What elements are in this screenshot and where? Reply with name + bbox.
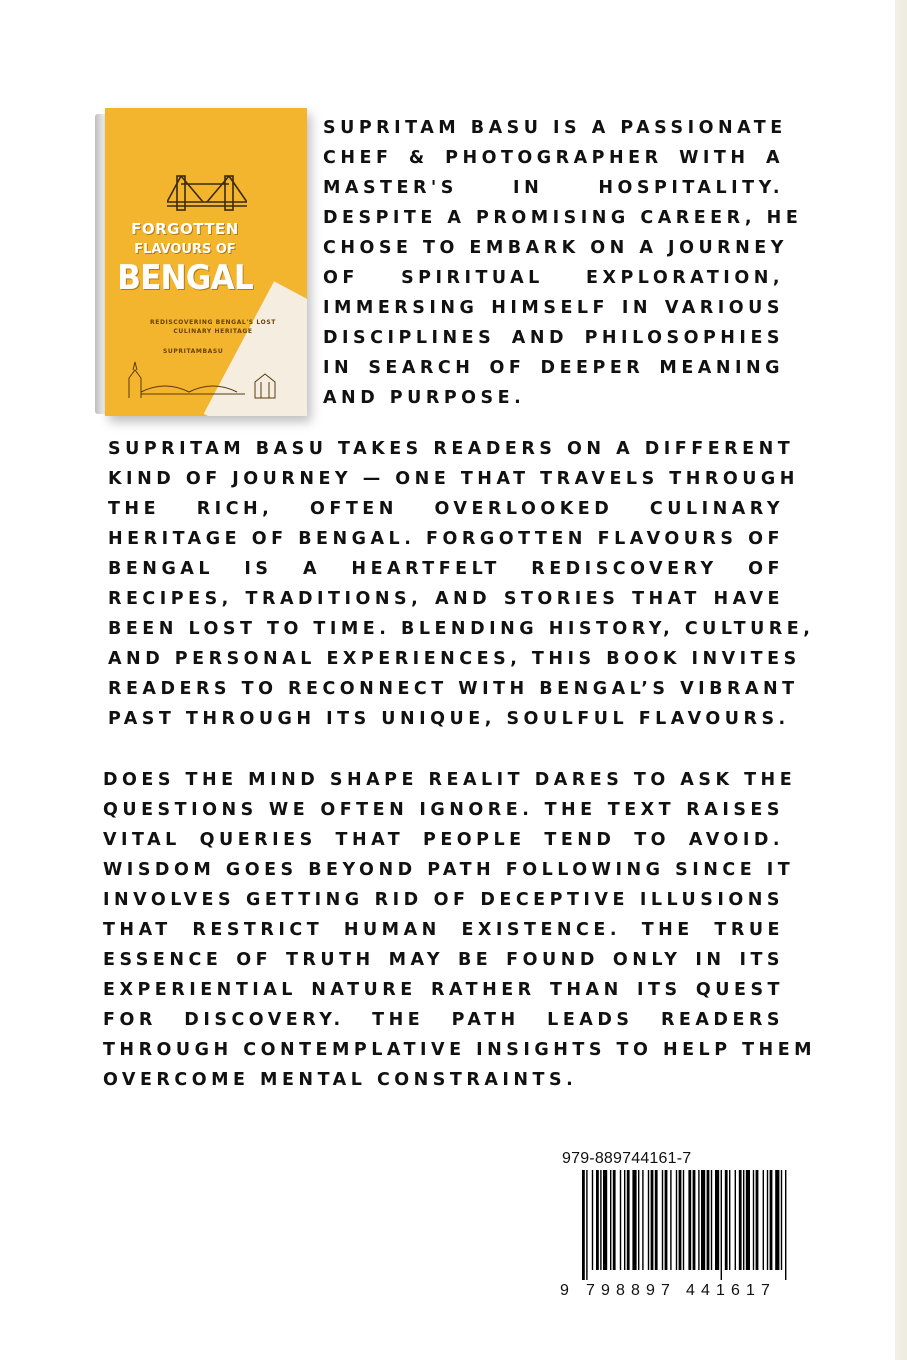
bio-line: AND PURPOSE. xyxy=(323,388,526,408)
bio-line: CHOSE TO EMBARK ON A JOURNEY xyxy=(323,238,788,258)
barcode-bar xyxy=(624,1170,625,1270)
barcode-bar xyxy=(775,1170,779,1270)
barcode-bar xyxy=(688,1170,691,1270)
isbn-digits-group2: 441617 xyxy=(686,1282,776,1299)
mind-line: VITAL QUERIES THAT PEOPLE TEND TO AVOID. xyxy=(103,830,784,850)
barcode-bar xyxy=(707,1170,710,1270)
barcode-bar xyxy=(698,1170,699,1270)
isbn-barcode xyxy=(560,1150,792,1302)
barcode-bar xyxy=(586,1170,587,1280)
barcode-bar xyxy=(600,1170,601,1270)
barcode-bar xyxy=(729,1170,730,1270)
barcode-bar xyxy=(739,1170,742,1270)
barcode-bar xyxy=(613,1170,616,1270)
barcode-bar xyxy=(648,1170,649,1270)
barcode-bar xyxy=(693,1170,696,1270)
cover-subtitle xyxy=(143,318,283,336)
cover-title-line2: FLAVOURS OF xyxy=(134,242,236,257)
bridge-illustration xyxy=(167,172,247,216)
book-desc-line: AND PERSONAL EXPERIENCES, THIS BOOK INVITES xyxy=(108,649,801,669)
barcode-bar xyxy=(715,1170,719,1270)
bio-line: DISCIPLINES AND PHILOSOPHIES xyxy=(323,328,784,348)
barcode-bar xyxy=(603,1170,607,1270)
book-desc-line: RECIPES, TRADITIONS, AND STORIES THAT HAVE xyxy=(108,589,784,609)
barcode-bar xyxy=(683,1170,684,1270)
cover-subtitle-line2: CULINARY HERITAGE xyxy=(173,328,253,335)
cover-title-line1: FORGOTTEN xyxy=(131,220,239,238)
mind-line: THROUGH CONTEMPLATIVE INSIGHTS TO HELP THEM xyxy=(103,1040,817,1060)
barcode-bar xyxy=(735,1170,736,1270)
bio-line: CHEF & PHOTOGRAPHER WITH A xyxy=(323,148,784,168)
book-desc-line: PAST THROUGH ITS UNIQUE, SOULFUL FLAVOURS. xyxy=(108,709,790,729)
mind-line: QUESTIONS WE OFTEN IGNORE. THE TEXT RAISES xyxy=(103,800,784,820)
mind-line: THAT RESTRICT HUMAN EXISTENCE. THE TRUE xyxy=(103,920,784,940)
bio-line: IN SEARCH OF DEEPER MEANING xyxy=(323,358,784,378)
barcode-bar xyxy=(679,1170,682,1270)
book-desc-line: READERS TO RECONNECT WITH BENGAL’S VIBRANT xyxy=(108,679,799,699)
barcode-bar xyxy=(596,1170,599,1270)
barcode-bar xyxy=(721,1170,722,1280)
mind-line: DOES THE MIND SHAPE REALIT DARES TO ASK THE xyxy=(103,770,797,790)
right-edge-strip xyxy=(895,0,907,1360)
barcode-bar xyxy=(785,1170,786,1280)
bio-line: OF SPIRITUAL EXPLORATION, xyxy=(323,268,784,288)
mind-shape-paragraph xyxy=(103,765,817,1095)
barcode-bar xyxy=(781,1170,782,1270)
book-front-cover xyxy=(105,108,307,416)
mind-line: FOR DISCOVERY. THE PATH LEADS READERS xyxy=(103,1010,784,1030)
city-skyline-illustration xyxy=(105,358,307,416)
barcode-bar xyxy=(620,1170,621,1270)
barcode-bar xyxy=(627,1170,630,1270)
barcode-bar xyxy=(701,1170,705,1270)
barcode-bar xyxy=(651,1170,654,1270)
bio-line: MASTER'S IN HOSPITALITY. xyxy=(323,178,784,198)
isbn-digit-first: 9 xyxy=(560,1282,575,1299)
book-desc-line: HERITAGE OF BENGAL. FORGOTTEN FLAVOURS OF xyxy=(108,529,784,549)
barcode-bar xyxy=(638,1170,639,1270)
book-desc-line: BENGAL IS A HEARTFELT REDISCOVERY OF xyxy=(108,559,784,579)
barcode-bar xyxy=(662,1170,663,1270)
barcode-bar xyxy=(592,1170,593,1270)
isbn-digits-group1: 798897 xyxy=(586,1282,676,1299)
barcode-bar xyxy=(665,1170,668,1270)
barcode-bar xyxy=(756,1170,759,1270)
barcode-bar xyxy=(711,1170,712,1270)
book-desc-line: BEEN LOST TO TIME. BLENDING HISTORY, CULTURE, xyxy=(108,619,815,639)
book-desc-line: KIND OF JOURNEY — ONE THAT TRAVELS THROUGH xyxy=(108,469,799,489)
cover-author: SUPRITAMBASU xyxy=(163,348,224,355)
author-bio-paragraph xyxy=(323,113,803,413)
barcode-bar xyxy=(753,1170,754,1270)
book-cover-image xyxy=(95,108,307,416)
cover-title-line3: BENGAL xyxy=(117,258,253,298)
barcode-bars xyxy=(582,1170,792,1280)
bio-line: DESPITE A PROMISING CAREER, HE xyxy=(323,208,803,228)
mind-line: ESSENCE OF TRUTH MAY BE FOUND ONLY IN ITS xyxy=(103,950,784,970)
barcode-bar xyxy=(670,1170,671,1270)
book-desc-line: THE RICH, OFTEN OVERLOOKED CULINARY xyxy=(108,499,784,519)
barcode-bar xyxy=(655,1170,658,1270)
barcode-bar xyxy=(632,1170,636,1270)
mind-line: WISDOM GOES BEYOND PATH FOLLOWING SINCE IT xyxy=(103,860,795,880)
bio-line: SUPRITAM BASU IS A PASSIONATE xyxy=(323,118,787,138)
barcode-bar xyxy=(770,1170,773,1270)
barcode-bar xyxy=(582,1170,585,1280)
cover-subtitle-line1: REDISCOVERING BENGAL'S LOST xyxy=(150,319,276,326)
barcode-bar xyxy=(767,1170,768,1270)
barcode-bar xyxy=(676,1170,677,1270)
barcode-bar xyxy=(746,1170,750,1270)
bio-line: IMMERSING HIMSELF IN VARIOUS xyxy=(323,298,784,318)
barcode-bar xyxy=(610,1170,611,1270)
mind-line: OVERCOME MENTAL CONSTRAINTS. xyxy=(103,1070,578,1090)
barcode-bar xyxy=(642,1170,643,1270)
barcode-bar xyxy=(743,1170,744,1270)
isbn-text: 979-889744161-7 xyxy=(562,1150,692,1167)
mind-line: EXPERIENTIAL NATURE RATHER THAN ITS QUEST xyxy=(103,980,784,1000)
barcode-bar xyxy=(763,1170,764,1270)
mind-line: INVOLVES GETTING RID OF DECEPTIVE ILLUSIONS xyxy=(103,890,784,910)
book-description-paragraph xyxy=(108,434,815,734)
book-desc-line: SUPRITAM BASU TAKES READERS ON A DIFFERENT xyxy=(108,439,795,459)
barcode-bar xyxy=(725,1170,728,1270)
